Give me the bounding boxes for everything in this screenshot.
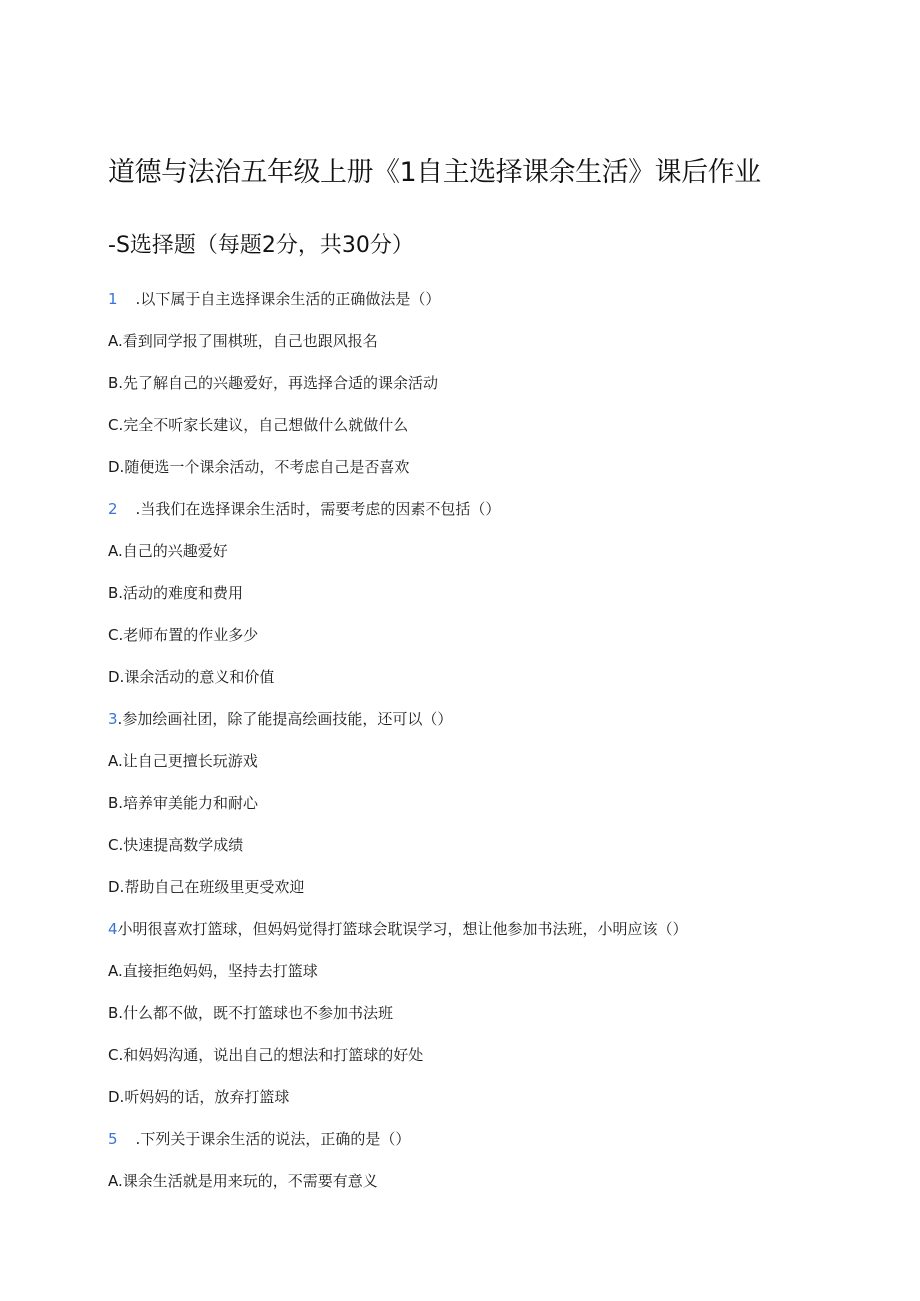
question-3: [108, 709, 452, 729]
option-2c: C.老师布置的作业多少: [108, 626, 259, 644]
question-1: [108, 289, 440, 309]
option-5a: A.课余生活就是用来玩的，不需要有意义: [108, 1172, 378, 1190]
question-5: [108, 1129, 410, 1149]
option-2d: D.课余活动的意义和价值: [108, 668, 275, 686]
question-text: .当我们在选择课余生活时，需要考虑的因素不包括（）: [135, 500, 501, 518]
question-number: 3: [108, 710, 118, 728]
question-2: [108, 499, 500, 519]
option-1c: C.完全不听家长建议，自己想做什么就做什么: [108, 416, 409, 434]
option-2b: B.活动的难度和费用: [108, 584, 244, 602]
option-3a: A.让自己更擅长玩游戏: [108, 752, 258, 770]
question-number: 1: [108, 290, 118, 308]
option-3d: D.帮助自己在班级里更受欢迎: [108, 878, 305, 896]
option-4a: A.直接拒绝妈妈，坚持去打篮球: [108, 962, 318, 980]
option-3c: C.快速提高数学成绩: [108, 836, 244, 854]
question-text: .以下属于自主选择课余生活的正确做法是（）: [135, 290, 441, 308]
option-2a: A.自己的兴趣爱好: [108, 542, 228, 560]
question-4: [108, 919, 688, 939]
option-3b: B.培养审美能力和耐心: [108, 794, 259, 812]
section-heading: -S选择题（每题2分，共30分）: [108, 233, 414, 258]
question-number: 2: [108, 500, 118, 518]
option-4c: C.和妈妈沟通，说出自己的想法和打篮球的好处: [108, 1046, 424, 1064]
option-1d: D.随便选一个课余活动，不考虑自己是否喜欢: [108, 458, 410, 476]
question-text: .参加绘画社团，除了能提高绘画技能，还可以（）: [117, 710, 453, 728]
option-1a: A.看到同学报了围棋班，自己也跟风报名: [108, 332, 378, 350]
question-number: 5: [108, 1130, 118, 1148]
option-4b: B.什么都不做，既不打篮球也不参加书法班: [108, 1004, 394, 1022]
question-text: 小明很喜欢打篮球，但妈妈觉得打篮球会耽误学习，想让他参加书法班，小明应该（）: [117, 920, 688, 938]
question-text: .下列关于课余生活的说法，正确的是（）: [135, 1130, 411, 1148]
option-1b: B.先了解自己的兴趣爱好，再选择合适的课余活动: [108, 374, 439, 392]
document-title: 道德与法治五年级上册《1自主选择课余生活》课后作业: [108, 157, 761, 188]
option-4d: D.听妈妈的话，放弃打篮球: [108, 1088, 290, 1106]
question-number: 4: [108, 920, 118, 938]
